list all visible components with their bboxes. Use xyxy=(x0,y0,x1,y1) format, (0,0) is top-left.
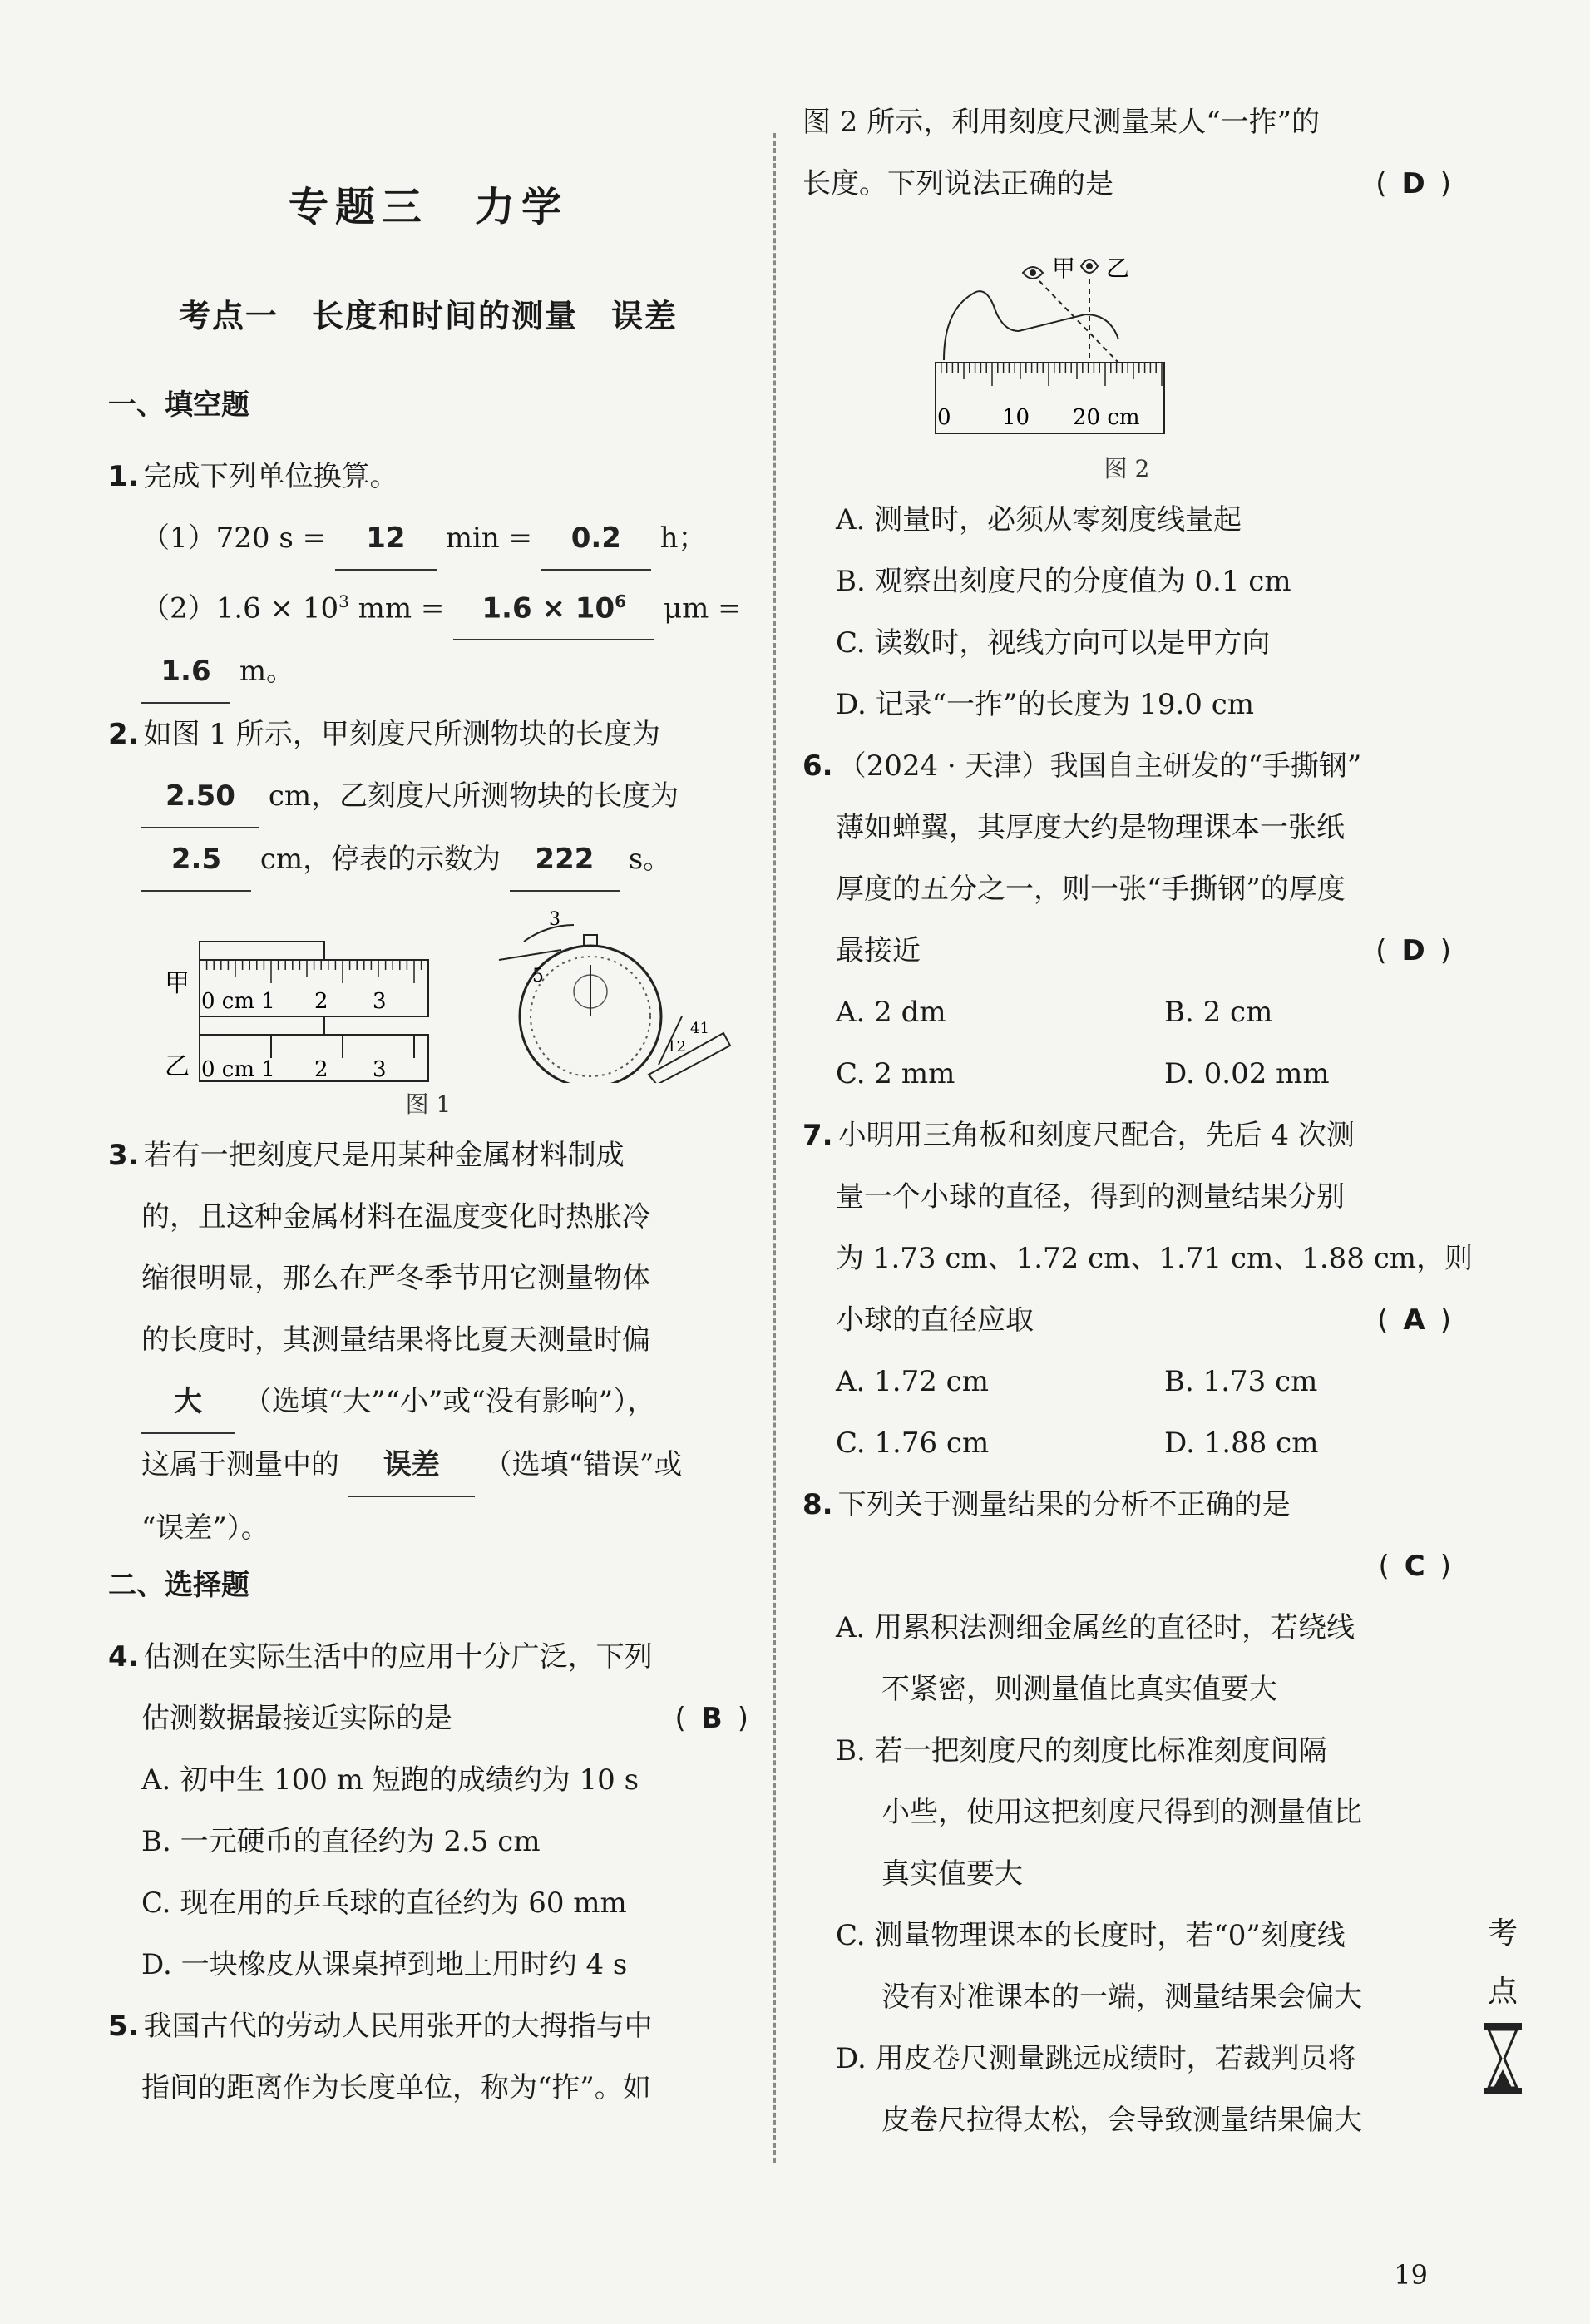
dial-mark: 3 xyxy=(549,909,560,931)
question-text: 厚度的五分之一，则一张“手撕钢”的厚度 xyxy=(836,873,1346,906)
ruler-a-tick-label: 0 cm 1 xyxy=(201,989,275,1015)
question-5-part-1 xyxy=(108,1995,748,2119)
option-d: D. 0.02 mm xyxy=(1164,1057,1330,1090)
answer-blank xyxy=(453,571,654,640)
answer-blank: 0.2 xyxy=(541,507,651,571)
figure-2-drawing xyxy=(802,215,1451,447)
question-number: 3. xyxy=(108,1139,139,1173)
dial-mark: 41 xyxy=(690,1020,709,1038)
option-a: A. 2 dm xyxy=(836,996,946,1029)
question-text: 缩很明显，那么在严冬季节用它测量物体 xyxy=(141,1262,650,1296)
stopwatch xyxy=(499,909,730,1083)
option-b: B. 观察出刻度尺的分度值为 0.1 cm xyxy=(836,565,1291,598)
question-text: 这属于测量中的 xyxy=(141,1448,339,1482)
block-b xyxy=(200,1016,324,1035)
ruler-b-label: 乙 xyxy=(165,1052,190,1082)
option-d: D. 记录“一拃”的长度为 19.0 cm xyxy=(836,688,1255,721)
hourglass-icon xyxy=(1482,2021,1523,2096)
option-c: C. 测量物理课本的长度时，若“0”刻度线 xyxy=(836,1919,1346,1952)
answer-blank: 误差 xyxy=(348,1434,475,1497)
text: （2）1.6 × 10 xyxy=(141,591,339,626)
question-text: cm，乙刻度尺所测物块的长度为 xyxy=(268,779,679,813)
question-text: 的长度时，其测量结果将比夏天测量时偏 xyxy=(141,1323,650,1357)
text: mm = xyxy=(358,591,445,626)
option-d: D. 用皮卷尺测量跳远成绩时，若裁判员将 xyxy=(836,2042,1356,2075)
question-text: （2024 · 天津）我国自主研发的“手撕钢” xyxy=(837,749,1362,783)
option-a-continued: 不紧密，则测量值比真实值要大 xyxy=(881,1673,1277,1706)
figure-1 xyxy=(108,900,748,1119)
question-text: 薄如蝉翼，其厚度大约是物理课本一张纸 xyxy=(836,811,1345,844)
ruler-ticks xyxy=(936,363,1162,386)
ruler-a-label: 甲 xyxy=(165,969,190,999)
question-text: 估测在实际生活中的应用十分广泛，下列 xyxy=(143,1640,653,1674)
ruler-tick-label: 10 xyxy=(1002,405,1030,430)
option-b: B. 一元硬币的直径约为 2.5 cm xyxy=(141,1825,541,1859)
ruler-b-tick-label: 2 xyxy=(314,1057,328,1083)
option-c: C. 1.76 cm xyxy=(836,1427,990,1460)
right-column xyxy=(802,106,1473,2151)
question-3 xyxy=(108,1125,748,1559)
option-c: C. 读数时，视线方向可以是甲方向 xyxy=(836,626,1271,660)
answer-letter: B xyxy=(700,1702,723,1736)
question-text: 小球的直径应取 xyxy=(836,1303,1034,1337)
ruler-b-tick-label: 3 xyxy=(373,1057,387,1083)
dial-mark: 12 xyxy=(667,1038,686,1056)
question-text: s。 xyxy=(628,843,672,877)
question-text: cm，停表的示数为 xyxy=(259,843,501,877)
option-d: D. 一块橡皮从课桌掉到地上用时约 4 s xyxy=(141,1948,628,1982)
question-number: 7. xyxy=(802,1119,833,1152)
answer-bracket: ( C ) xyxy=(1378,1550,1451,1583)
option-b: B. 若一把刻度尺的刻度比标准刻度间隔 xyxy=(836,1734,1327,1768)
option-b: B. 2 cm xyxy=(1164,996,1273,1029)
answer-letter: A xyxy=(1403,1303,1425,1337)
ruler-b-ticks xyxy=(200,1035,414,1058)
question-number: 2. xyxy=(108,718,139,752)
answer-blank: 222 xyxy=(510,828,620,892)
figure-2 xyxy=(802,215,1451,489)
answer-letter: C xyxy=(1404,1550,1425,1583)
question-text: 完成下列单位换算。 xyxy=(143,460,398,493)
side-tab xyxy=(1478,1905,1528,2116)
ruler-a-ticks xyxy=(200,960,422,983)
question-8 xyxy=(802,1474,1451,2151)
text: μm = xyxy=(664,591,742,626)
section-fill-in: 一、填空题 xyxy=(108,388,249,422)
answer-bracket: ( D ) xyxy=(1375,934,1451,967)
answer-bracket: ( D ) xyxy=(1375,167,1451,200)
option-d: D. 1.88 cm xyxy=(1164,1427,1319,1460)
option-c: C. 现在用的乒乓球的直径约为 60 mm xyxy=(141,1886,627,1921)
view-label-a: 甲 xyxy=(1052,255,1076,282)
option-a: A. 测量时，必须从零刻度线量起 xyxy=(836,503,1242,536)
answer-bracket: ( A ) xyxy=(1377,1303,1451,1337)
figure-2-caption: 图 2 xyxy=(1104,455,1150,482)
question-6 xyxy=(802,735,1451,1105)
question-number: 1. xyxy=(108,460,139,493)
option-b: B. 1.73 cm xyxy=(1164,1365,1318,1398)
question-text: 量一个小球的直径，得到的测量结果分别 xyxy=(836,1180,1345,1214)
option-c: C. 2 mm xyxy=(836,1057,955,1090)
question-number: 8. xyxy=(802,1488,833,1521)
column-divider xyxy=(773,133,776,2163)
option-b-continued: 小些，使用这把刻度尺得到的测量值比 xyxy=(881,1796,1362,1829)
eye-icon xyxy=(1081,260,1098,273)
view-label-b: 乙 xyxy=(1106,255,1130,282)
question-text: 估测数据最接近实际的是 xyxy=(141,1702,452,1736)
text: （1）720 s = xyxy=(141,522,327,555)
question-5-part-2 xyxy=(802,91,1451,735)
ruler-tick-label: 20 cm xyxy=(1073,405,1140,430)
answer-blank: 2.50 xyxy=(141,765,259,828)
answer-blank: 大 xyxy=(141,1371,235,1434)
question-text: 下列关于测量结果的分析不正确的是 xyxy=(837,1488,1291,1521)
answer-value: 1.6 × 10 xyxy=(481,591,615,626)
block-a xyxy=(200,942,324,960)
answer-blank: 1.6 xyxy=(141,640,230,704)
text: min = xyxy=(445,522,533,555)
question-text: 最接近 xyxy=(836,934,921,967)
dial-mark: 5 xyxy=(532,966,544,987)
side-tab-char: 点 xyxy=(1487,1975,1518,2009)
text: h； xyxy=(659,522,707,555)
question-number: 5. xyxy=(108,2010,139,2044)
section-multiple-choice: 二、选择题 xyxy=(108,1569,249,1603)
answer-blank: 12 xyxy=(335,507,437,571)
ruler-a-tick-label: 3 xyxy=(373,989,387,1015)
superscript: 3 xyxy=(338,591,349,611)
page-title: 专题三 力学 xyxy=(288,184,568,230)
ruler-tick-label: 0 xyxy=(937,405,951,430)
eye-icon xyxy=(1023,267,1043,279)
question-number: 6. xyxy=(802,749,833,783)
question-text: 若有一把刻度尺是用某种金属材料制成 xyxy=(143,1139,625,1173)
question-4 xyxy=(108,1626,748,1995)
question-text: 小明用三角板和刻度尺配合，先后 4 次测 xyxy=(837,1119,1355,1152)
ruler-b-tick-label: 0 cm 1 xyxy=(201,1057,275,1083)
answer-letter: D xyxy=(1401,167,1425,200)
side-tab-char: 考 xyxy=(1487,1916,1518,1951)
figure-1-caption: 图 1 xyxy=(405,1090,452,1119)
answer-blank: 2.5 xyxy=(141,828,251,892)
option-b-continued: 真实值要大 xyxy=(881,1857,1023,1891)
question-text: 图 2 所示，利用刻度尺测量某人“一拃”的 xyxy=(802,106,1321,139)
answer-letter: D xyxy=(1401,934,1425,967)
ruler-a-tick-label: 2 xyxy=(314,989,328,1015)
question-text: 如图 1 所示，甲刻度尺所测物块的长度为 xyxy=(143,718,660,752)
page-number: 19 xyxy=(1394,2259,1428,2291)
question-1 xyxy=(108,446,748,704)
hand-outline xyxy=(944,291,1118,360)
text: m。 xyxy=(239,655,295,689)
option-c-continued: 没有对准课本的一端，测量结果会偏大 xyxy=(881,1980,1362,2014)
question-7 xyxy=(802,1105,1473,1474)
question-text: 的，且这种金属材料在温度变化时热胀冷 xyxy=(141,1200,650,1234)
question-text: 指间的距离作为长度单位，称为“拃”。如 xyxy=(141,2071,651,2105)
left-column xyxy=(108,116,748,2119)
question-text: （选填“大”“小”或“没有影响”）， xyxy=(243,1385,656,1419)
option-a: A. 用累积法测细金属丝的直径时，若绕线 xyxy=(836,1611,1355,1644)
answer-bracket: ( B ) xyxy=(674,1702,748,1736)
topic-subtitle: 考点一 长度和时间的测量 误差 xyxy=(178,298,678,334)
question-number: 4. xyxy=(108,1640,139,1674)
figure-1-drawing xyxy=(108,900,748,1083)
question-text: 我国古代的劳动人民用张开的大拇指与中 xyxy=(143,2010,653,2044)
option-d-continued: 皮卷尺拉得太松，会导致测量结果偏大 xyxy=(881,2104,1362,2137)
question-text: （选填“错误”或 xyxy=(483,1448,683,1482)
option-a: A. 初中生 100 m 短跑的成绩约为 10 s xyxy=(141,1763,639,1797)
question-text: 为 1.73 cm、1.72 cm、1.71 cm、1.88 cm，则 xyxy=(836,1242,1473,1275)
option-a: A. 1.72 cm xyxy=(836,1365,989,1398)
superscript: 6 xyxy=(615,591,627,611)
question-text: 长度。下列说法正确的是 xyxy=(802,167,1113,200)
question-2 xyxy=(108,704,748,1119)
question-text: “误差”）。 xyxy=(141,1511,269,1545)
